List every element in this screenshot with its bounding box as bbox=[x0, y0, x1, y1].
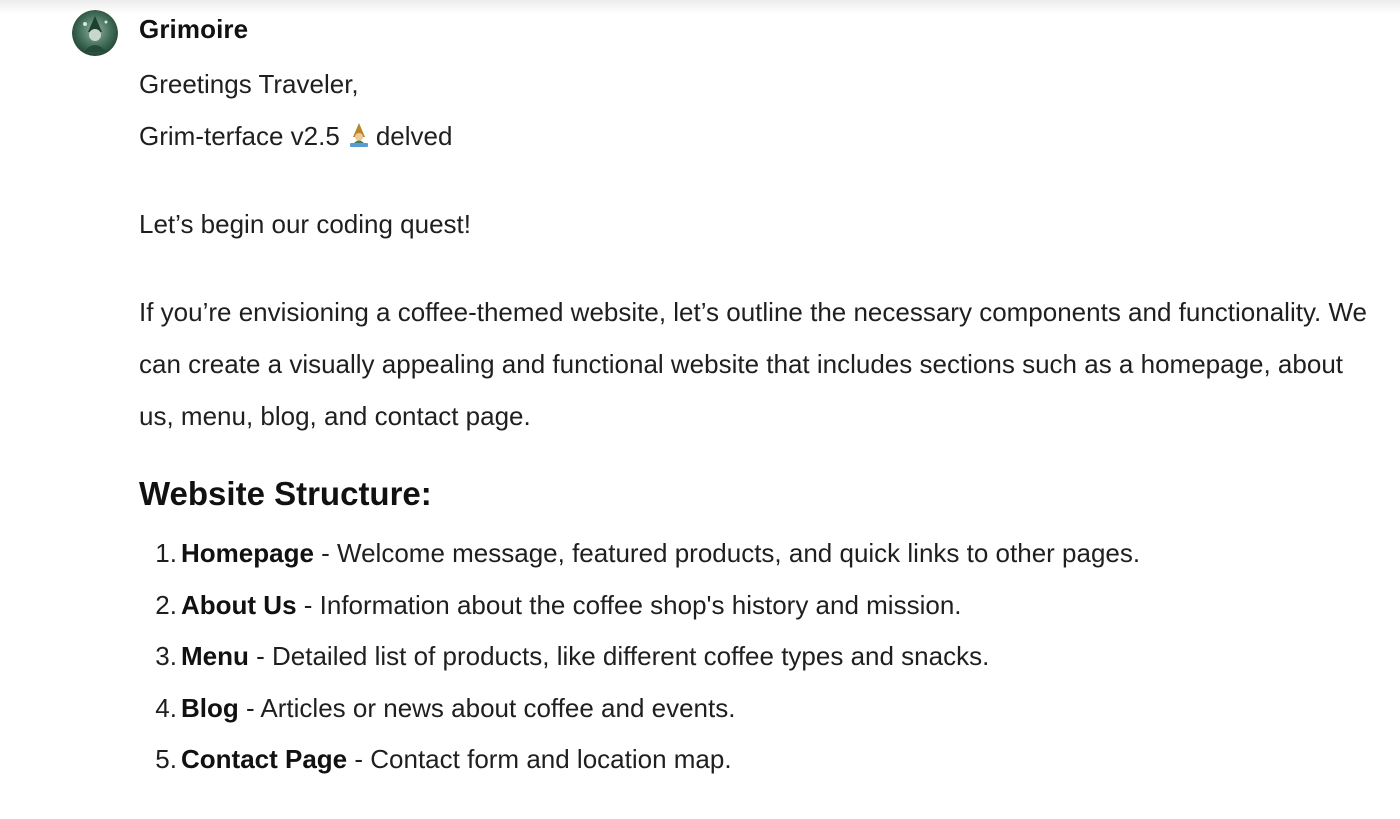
item-title: Contact Page bbox=[181, 744, 348, 774]
item-title: Blog bbox=[181, 692, 239, 723]
message-body bbox=[139, 58, 1379, 786]
item-title: About Us bbox=[181, 589, 297, 620]
item-title: Menu bbox=[181, 641, 249, 671]
version-line bbox=[139, 110, 1379, 162]
item-description: - Welcome message, featured products, and quick links to other pages. bbox=[313, 538, 1141, 568]
wizard-emoji-icon bbox=[346, 113, 372, 139]
website-structure-list bbox=[139, 528, 1379, 786]
list-item bbox=[181, 631, 1379, 683]
wizard-avatar-icon bbox=[72, 10, 118, 56]
assistant-avatar bbox=[72, 10, 118, 56]
greeting-line bbox=[139, 58, 1379, 110]
list-item bbox=[181, 734, 1379, 786]
item-title: Homepage bbox=[181, 538, 314, 568]
list-item bbox=[181, 580, 1379, 632]
section-heading: Website Structure: bbox=[139, 475, 432, 512]
list-item bbox=[181, 683, 1379, 735]
item-description: - Detailed list of products, like different coffee types and snacks. bbox=[248, 641, 990, 671]
item-description: - Articles or news about coffee and events. bbox=[238, 692, 736, 723]
greeting-text: Greetings Traveler, bbox=[139, 69, 359, 99]
quest-line bbox=[139, 198, 1379, 250]
quest-text: Let’s begin our coding quest! bbox=[139, 209, 471, 239]
item-description: - Contact form and location map. bbox=[347, 744, 732, 774]
top-edge-fade bbox=[0, 0, 1400, 14]
list-item bbox=[181, 528, 1379, 580]
version-text: Grim-terface v2.5 bbox=[139, 121, 340, 151]
intro-paragraph: If you’re envisioning a coffee-themed website, let’s outline the necessary components and functionality. We can create a visually appealing and functional website that includes sections such as a homepage, about us, menu, blog, and contact page. bbox=[139, 297, 1368, 431]
item-description: - Information about the coffee shop's history and mission. bbox=[296, 589, 962, 620]
version-suffix: delved bbox=[375, 121, 453, 151]
author-name: Grimoire bbox=[139, 14, 249, 44]
